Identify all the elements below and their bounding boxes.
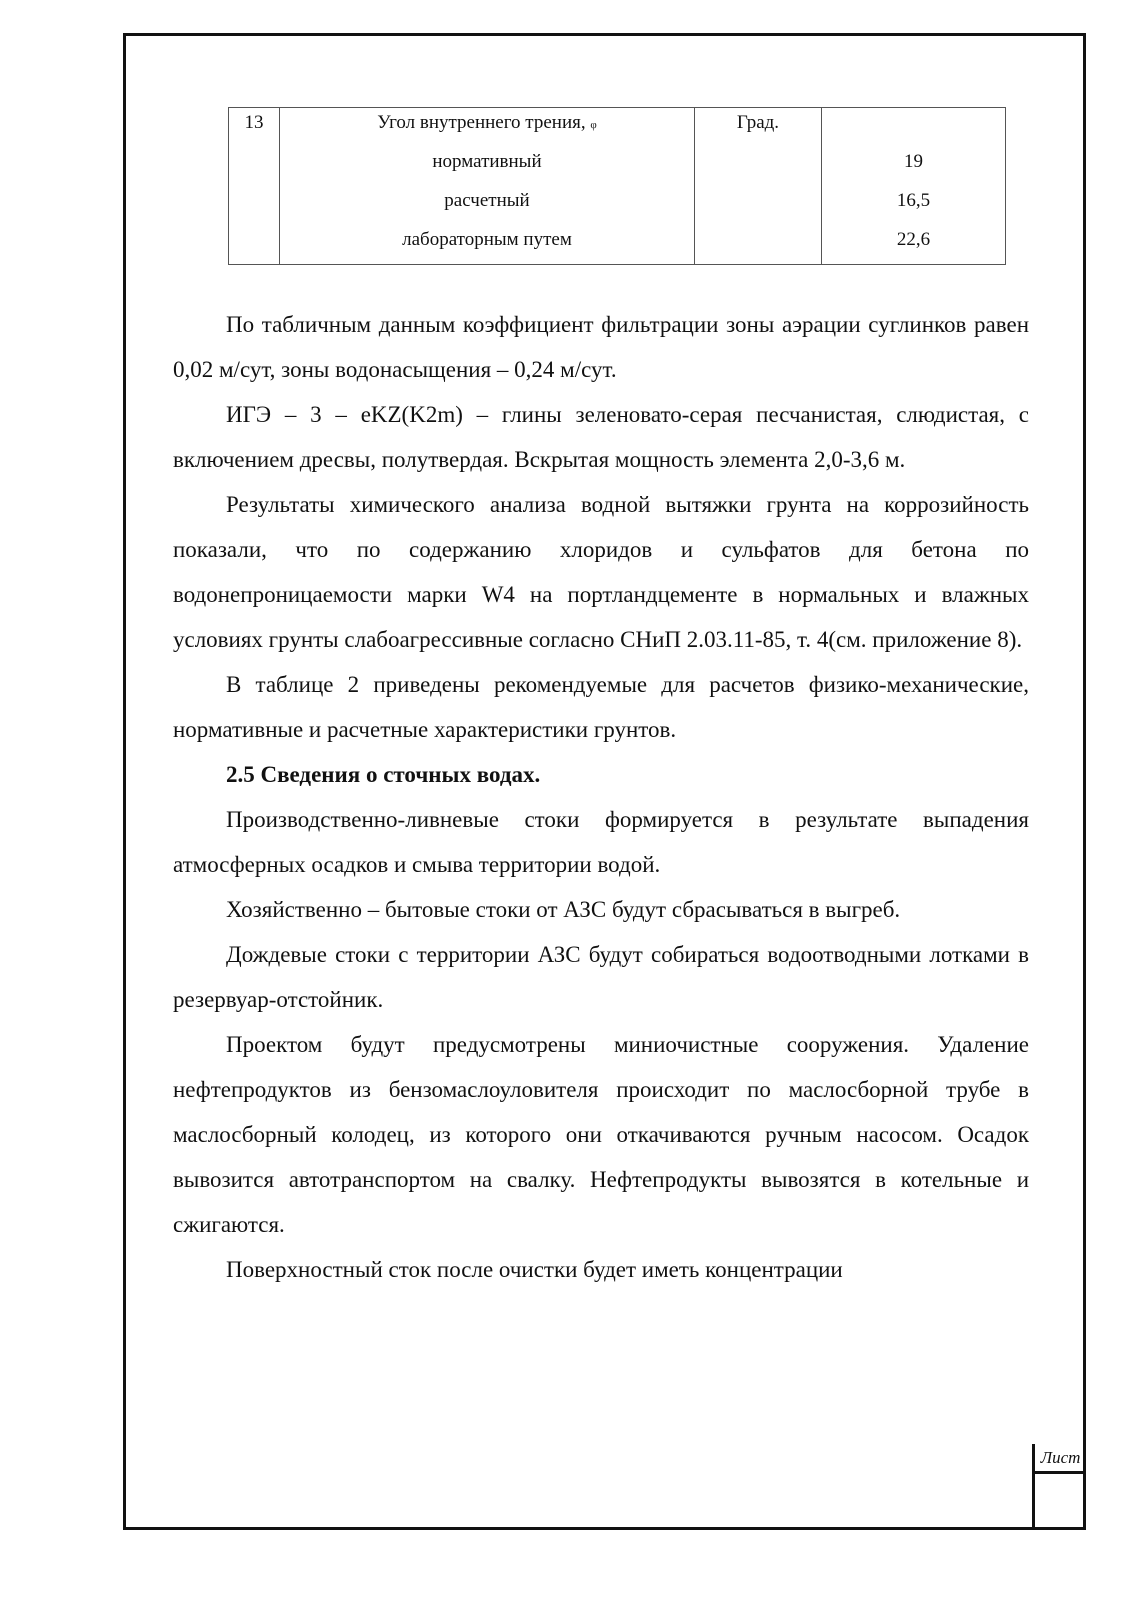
paragraph: Производственно-ливневые стоки формируется в результате выпадения атмосферных осадков и смыва территории водой. (173, 807, 1029, 877)
sheet-label: Лист (1035, 1444, 1086, 1474)
soil-properties-table (228, 107, 1006, 265)
paragraph: Дождевые стоки с территории АЗС будут собираться водоотводными лотками в резервуар-отстойник. (173, 942, 1029, 1012)
value-cell (822, 108, 1006, 265)
paragraph: Проектом будут предусмотрены миниочистные сооружения. Удаление нефтепродуктов из бензомаслоуловителя происходит по маслосборной трубе в маслосборный колодец, из которого они откачиваются ручным насосом. Осадок вывозится автотранспортом на свалку. Нефтепродукты вывозятся в котельные и сжигаются. (173, 1032, 1029, 1237)
phi-symbol: φ (590, 119, 597, 131)
property-sub-laboratory: лабораторным путем (402, 229, 572, 250)
section-heading: 2.5 Сведения о сточных водах. (226, 762, 541, 787)
unit-cell: Град. (695, 108, 822, 265)
value-normative: 19 (904, 151, 923, 172)
value-calculated: 16,5 (896, 190, 931, 211)
table-row (229, 108, 1006, 265)
paragraph: В таблице 2 приведены рекомендуемые для расчетов физико-механические, нормативные и расчетные характеристики грунтов. (173, 672, 1029, 742)
row-number-cell: 13 (229, 108, 280, 265)
paragraph: По табличным данным коэффициент фильтрации зоны аэрации суглинков равен 0,02 м/сут, зоны водонасыщения – 0,24 м/сут. (173, 312, 1029, 382)
paragraph: Хозяйственно – бытовые стоки от АЗС будут сбрасываться в выгреб. (226, 897, 901, 922)
paragraph: Результаты химического анализа водной вытяжки грунта на коррозийность показали, что по содержанию хлоридов и сульфатов для бетона по водонепроницаемости марки W4 на портландцементе в нормальных и влажных условиях грунты слабоагрессивные согласно СНиП 2.03.11-85, т. 4(см. приложение 8). (173, 492, 1029, 652)
property-name-cell (280, 108, 695, 265)
document-body (173, 302, 1029, 1292)
property-sub-normative: нормативный (432, 151, 542, 172)
property-title: Угол внутреннего трения, (377, 112, 586, 133)
paragraph: ИГЭ – 3 – eKZ(K2m) – глины зеленовато-серая песчанистая, слюдистая, с включением дресвы, полутвердая. Вскрытая мощность элемента 2,0-3,6 м. (173, 402, 1029, 472)
sheet-stamp (1032, 1444, 1086, 1530)
value-laboratory: 22,6 (896, 229, 931, 250)
paragraph: Поверхностный сток после очистки будет иметь концентрации (226, 1257, 843, 1282)
property-sub-calculated: расчетный (444, 190, 530, 211)
